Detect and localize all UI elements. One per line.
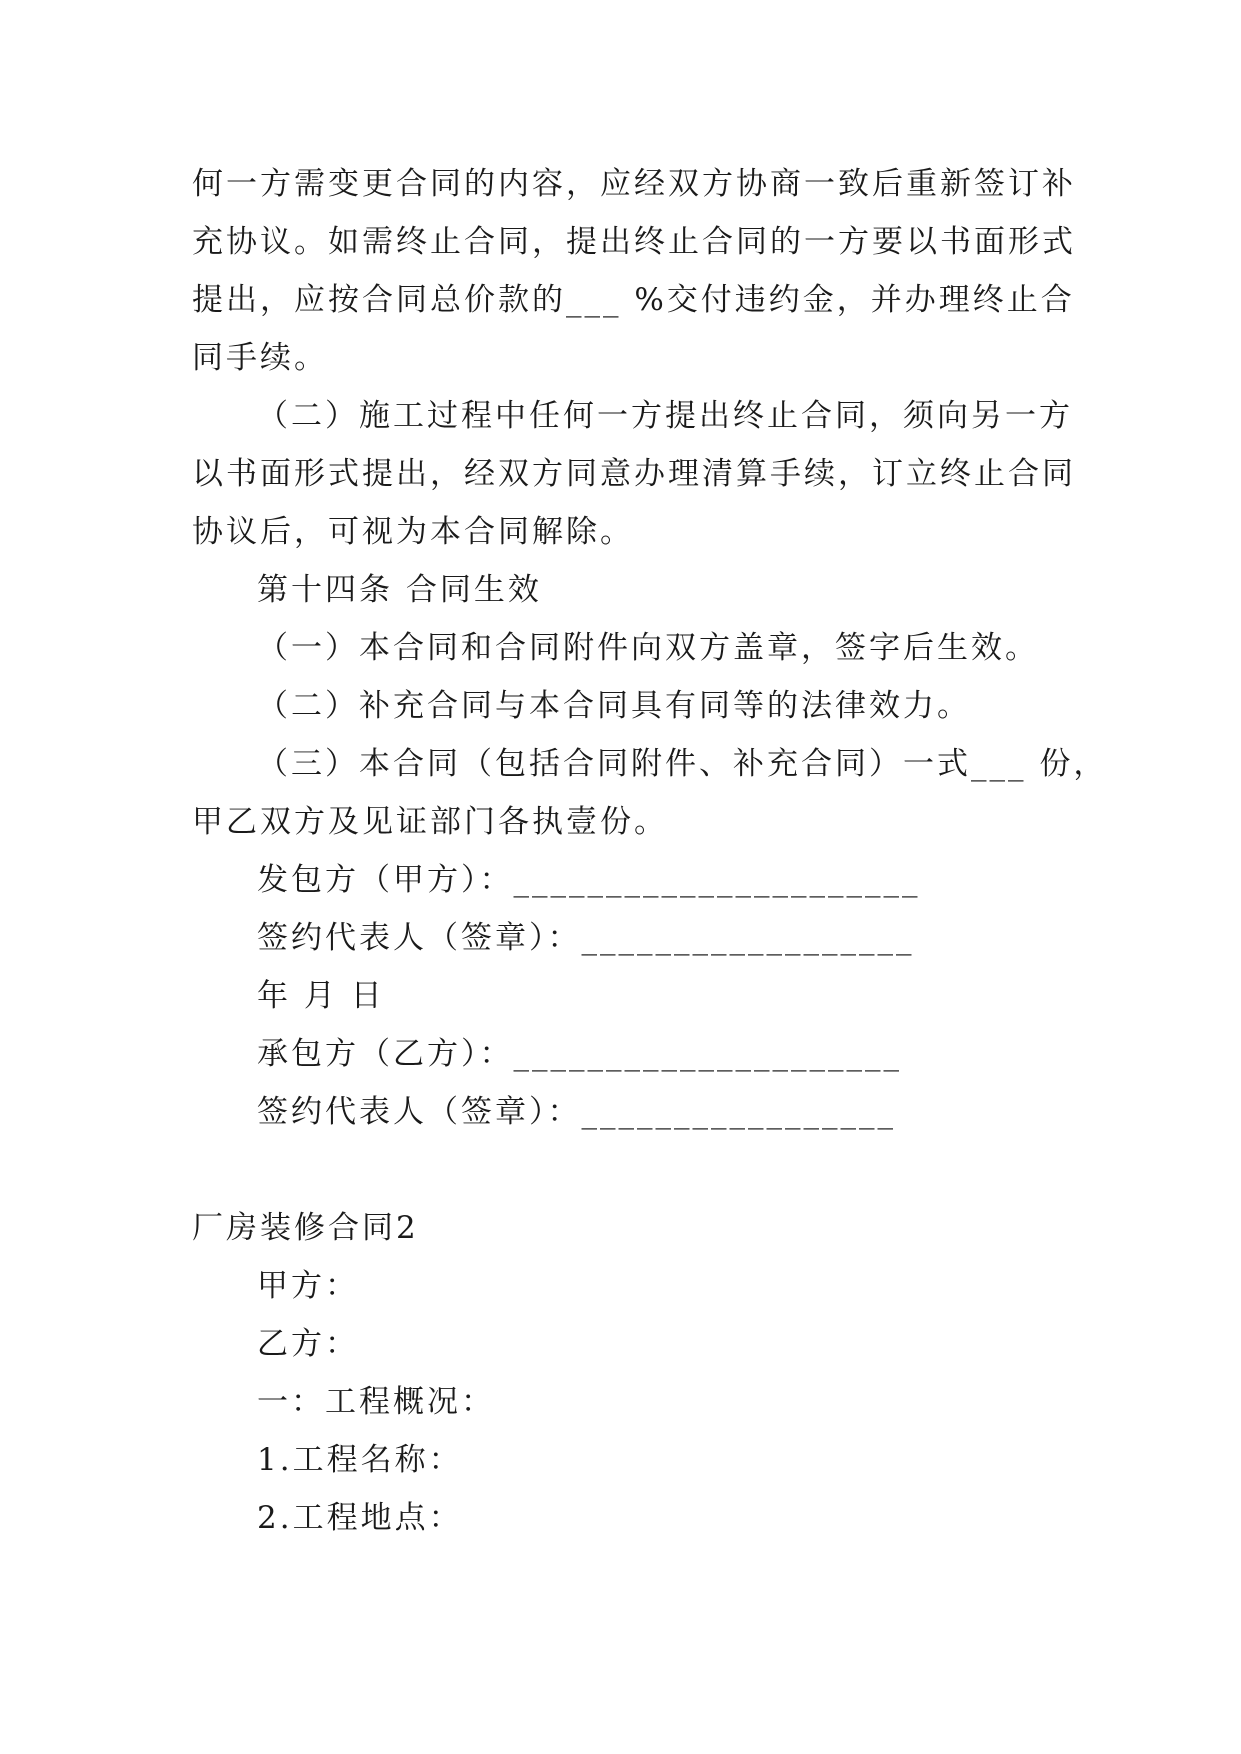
section-heading: 第十四条 合同生效 [257,572,542,608]
paragraph-line: （一）本合同和合同附件向双方盖章，签字后生效。 [257,630,1039,666]
date-line: 年 月 日 [257,978,385,1014]
paragraph-line: 甲乙双方及见证部门各执壹份。 [192,804,668,840]
signature-line: 承包方（乙方）：_____________________ [257,1036,902,1072]
paragraph-line: 同手续。 [192,340,328,376]
party-line: 甲方： [257,1268,359,1304]
paragraph-line: （三）本合同（包括合同附件、补充合同）一式___ 份， [257,746,1108,782]
signature-line: 发包方（甲方）：______________________ [257,862,921,898]
signature-line: 签约代表人（签章）：__________________ [257,920,915,956]
signature-line: 签约代表人（签章）：_________________ [257,1094,896,1130]
list-item: 2.工程地点： [257,1500,463,1536]
paragraph-line: 充协议。如需终止合同，提出终止合同的一方要以书面形式 [192,224,1076,260]
party-line: 乙方： [257,1326,359,1362]
paragraph-line: 何一方需变更合同的内容，应经双方协商一致后重新签订补 [192,166,1076,202]
paragraph-line: （二）施工过程中任何一方提出终止合同，须向另一方 [257,398,1073,434]
list-item: 1.工程名称： [257,1442,463,1478]
paragraph-line: （二）补充合同与本合同具有同等的法律效力。 [257,688,971,724]
document-title: 厂房装修合同2 [192,1210,419,1246]
section-heading: 一：工程概况： [257,1384,495,1420]
paragraph-line: 协议后，可视为本合同解除。 [192,514,634,550]
paragraph-line: 以书面形式提出，经双方同意办理清算手续，订立终止合同 [192,456,1076,492]
paragraph-line: 提出，应按合同总价款的___ %交付违约金，并办理终止合 [192,282,1075,318]
